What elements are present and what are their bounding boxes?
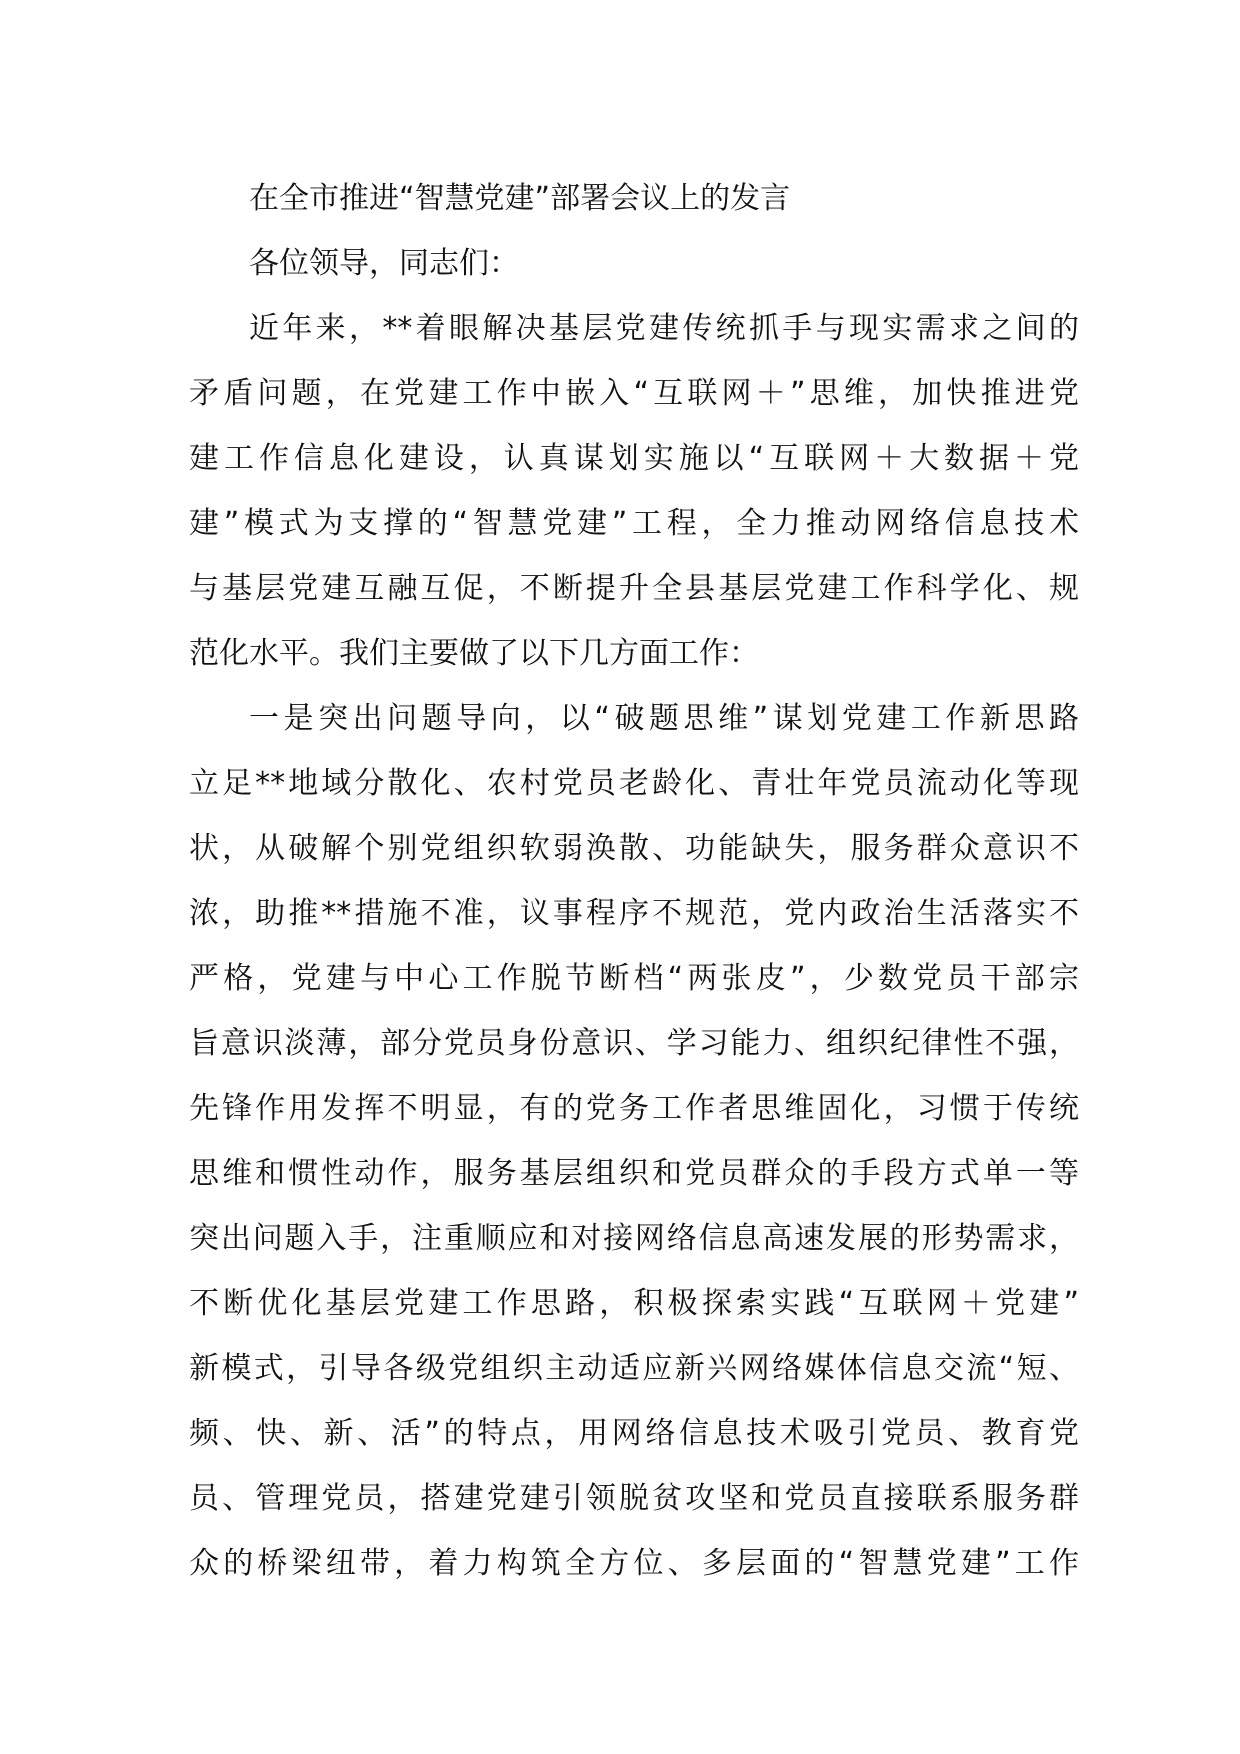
- document-title: 在全市推进“智慧党建”部署会议上的发言: [249, 181, 791, 216]
- text-line: 状，从破解个别党组织软弱涣散、功能缺失，服务群众意识不: [189, 831, 1079, 866]
- text-line: 与基层党建互融互促，不断提升全县基层党建工作科学化、规: [189, 571, 1079, 606]
- text-line: 严格，党建与中心工作脱节断档“两张皮”，少数党员干部宗: [189, 961, 1079, 996]
- text-line: 矛盾问题，在党建工作中嵌入“互联网＋”思维，加快推进党: [189, 376, 1079, 411]
- text-line: 建”模式为支撑的“智慧党建”工程，全力推动网络信息技术: [189, 506, 1079, 541]
- text-line: 众的桥梁纽带，着力构筑全方位、多层面的“智慧党建”工作: [189, 1546, 1079, 1581]
- text-line: 范化水平。我们主要做了以下几方面工作：: [189, 636, 759, 671]
- text-line: 新模式，引导各级党组织主动适应新兴网络媒体信息交流“短、: [189, 1351, 1079, 1386]
- text-line: 思维和惯性动作，服务基层组织和党员群众的手段方式单一等: [189, 1156, 1079, 1191]
- salutation: 各位领导，同志们：: [249, 246, 519, 281]
- text-line: 近年来，**着眼解决基层党建传统抓手与现实需求之间的: [249, 311, 1079, 346]
- text-line: 员、管理党员，搭建党建引领脱贫攻坚和党员直接联系服务群: [189, 1481, 1079, 1516]
- text-line: 突出问题入手，注重顺应和对接网络信息高速发展的形势需求，: [189, 1221, 1079, 1256]
- paragraph-problem-orientation: [189, 686, 1079, 1596]
- text-line: 先锋作用发挥不明显，有的党务工作者思维固化，习惯于传统: [189, 1091, 1079, 1126]
- document-body: [189, 166, 1079, 1596]
- text-line: 一是突出问题导向，以“破题思维”谋划党建工作新思路: [249, 701, 1079, 736]
- text-line: 旨意识淡薄，部分党员身份意识、学习能力、组织纪律性不强，: [189, 1026, 1079, 1061]
- text-line: 立足**地域分散化、农村党员老龄化、青壮年党员流动化等现: [189, 766, 1079, 801]
- paragraph-intro: [189, 296, 1079, 686]
- text-line: 频、快、新、活”的特点，用网络信息技术吸引党员、教育党: [189, 1416, 1079, 1451]
- text-line: 不断优化基层党建工作思路，积极探索实践“互联网＋党建”: [189, 1286, 1079, 1321]
- text-line: 浓，助推**措施不准，议事程序不规范，党内政治生活落实不: [189, 896, 1079, 931]
- text-line: 建工作信息化建设，认真谋划实施以“互联网＋大数据＋党: [189, 441, 1079, 476]
